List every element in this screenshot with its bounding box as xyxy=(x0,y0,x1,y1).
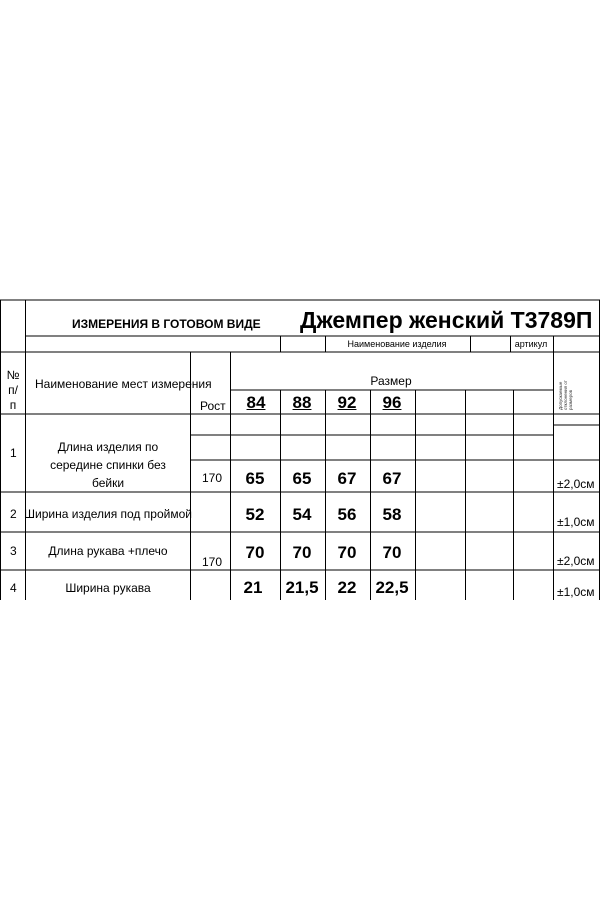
row-4-number: 4 xyxy=(10,581,17,595)
row-1-measure-name: Длина изделия по середине спинки без бейки xyxy=(50,440,166,490)
row-2-measure-name: Ширина изделия под проймой xyxy=(24,507,192,521)
row-2-value-92: 56 xyxy=(337,505,357,524)
product-name-label: Наименование изделия xyxy=(347,339,447,349)
size-84: 84 xyxy=(246,393,266,412)
measure-place-column-header: Наименование мест измерения xyxy=(35,377,212,391)
row-4-value-84: 21 xyxy=(243,578,263,597)
row-4-value-96: 22,5 xyxy=(375,578,409,597)
row-2-number: 2 xyxy=(10,507,17,521)
row-3-value-84: 70 xyxy=(245,543,265,562)
row-1-value-84: 65 xyxy=(245,469,265,488)
product-title: Джемпер женский Т3789П xyxy=(300,307,593,333)
section-title: ИЗМЕРЕНИЯ В ГОТОВОМ ВИДЕ xyxy=(72,317,261,331)
article-label: артикул xyxy=(514,339,548,349)
size-92: 92 xyxy=(337,393,357,412)
row-2-value-96: 58 xyxy=(382,505,402,524)
row-2-value-84: 52 xyxy=(245,505,265,524)
row-3-tolerance: ±2,0см xyxy=(557,554,595,568)
row-1-number: 1 xyxy=(10,446,17,460)
row-3-number: 3 xyxy=(10,544,17,558)
row-1-value-96: 67 xyxy=(382,469,402,488)
row-3-value-88: 70 xyxy=(292,543,312,562)
row-2-value-88: 54 xyxy=(292,505,312,524)
size-88: 88 xyxy=(292,393,312,412)
tolerance-column-header: Допускаемые отклонения от размеров xyxy=(558,380,573,410)
row-4-measure-name: Ширина рукава xyxy=(65,581,151,595)
height-column-header: Рост xyxy=(200,399,226,413)
row-4-tolerance: ±1,0см xyxy=(557,585,595,599)
number-column-header: № п/п xyxy=(6,368,20,412)
row-2-tolerance: ±1,0см xyxy=(557,515,595,529)
row-4-value-88: 21,5 xyxy=(285,578,319,597)
row-3-height: 170 xyxy=(202,555,223,569)
row-1-tolerance: ±2,0см xyxy=(557,477,595,491)
row-3-value-92: 70 xyxy=(337,543,357,562)
row-4-value-92: 22 xyxy=(337,578,357,597)
row-1-height: 170 xyxy=(202,471,223,485)
size-column-header: Размер xyxy=(370,374,412,388)
size-96: 96 xyxy=(382,393,402,412)
row-1-value-92: 67 xyxy=(337,469,357,488)
row-3-measure-name: Длина рукава +плечо xyxy=(48,544,168,558)
row-3-value-96: 70 xyxy=(382,543,402,562)
row-1-value-88: 65 xyxy=(292,469,312,488)
